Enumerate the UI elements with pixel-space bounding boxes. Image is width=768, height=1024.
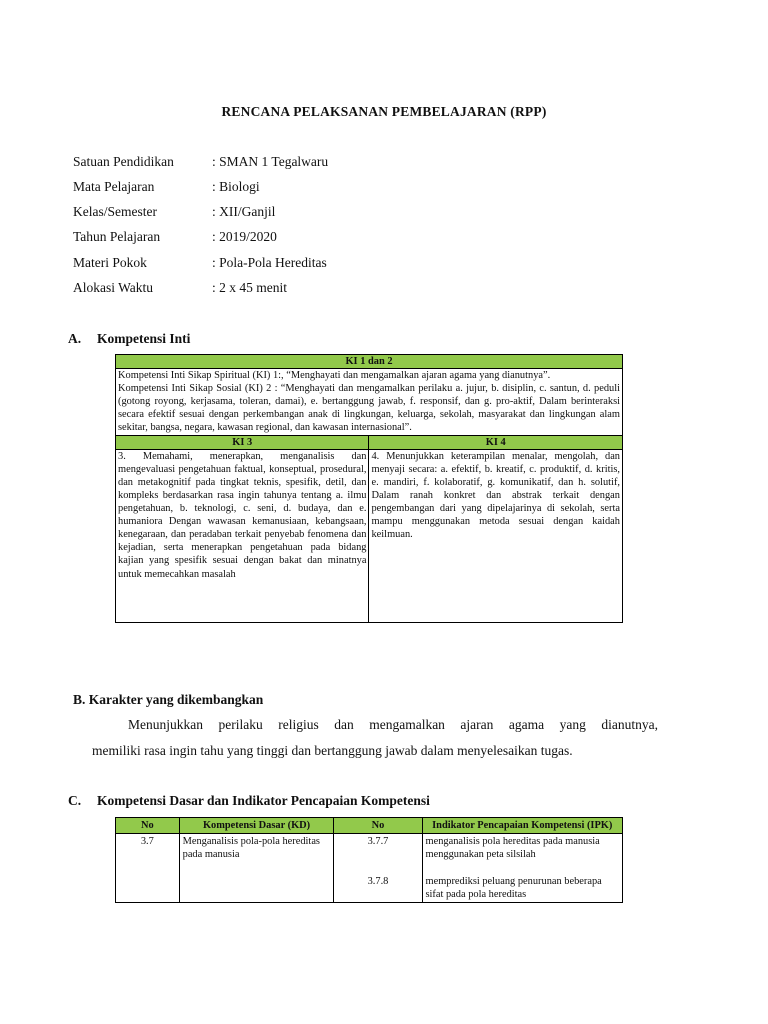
kd-header-ipk: Indikator Pencapaian Kompetensi (IPK) bbox=[422, 818, 623, 834]
section-b-heading: B. Karakter yang dikembangkan bbox=[73, 692, 264, 707]
ipk-no: 3.7.8 bbox=[367, 876, 389, 887]
ki1-text: Kompetensi Inti Sikap Spiritual (KI) 1:, “Menghayati dan mengamalkan ajaran agama yang dianutnya”. bbox=[118, 370, 551, 382]
kd-text: Menganalisis pola-pola hereditas pada manusia bbox=[179, 834, 334, 903]
section-a-letter: A. bbox=[68, 331, 82, 346]
info-value: : Biologi bbox=[212, 179, 260, 194]
info-label: Materi Pokok bbox=[73, 255, 147, 270]
kd-table bbox=[115, 817, 623, 903]
kd-header-ipk-no: No bbox=[334, 818, 422, 834]
ipk-text: memprediksi peluang penurunan beberapa sifat pada pola hereditas bbox=[425, 876, 602, 900]
section-c-letter: C. bbox=[68, 793, 82, 808]
ipk-text-cell bbox=[422, 834, 623, 903]
ipk-text: menganalisis pola hereditas pada manusia menggunakan peta silsilah bbox=[425, 836, 600, 860]
info-value: : SMAN 1 Tegalwaru bbox=[212, 154, 329, 169]
section-a-heading bbox=[68, 331, 191, 347]
info-value: : XII/Ganjil bbox=[212, 204, 276, 219]
kd-header-kd: Kompetensi Dasar (KD) bbox=[179, 818, 334, 834]
info-label: Alokasi Waktu bbox=[73, 280, 154, 295]
kd-header-no: No bbox=[116, 818, 180, 834]
ki3-header: KI 3 bbox=[116, 435, 369, 449]
kd-no: 3.7 bbox=[116, 834, 180, 903]
ki-table bbox=[115, 354, 623, 623]
ki4-text: 4. Menunjukkan keterampilan menalar, mengolah, dan menyaji secara: a. efektif, b. kreatif, c. produktif, d. kritis, e. mandiri, f. kolaboratif, g. komunikatif, dan h. solutif, Dalam ranah konkret dan abstrak terkait dengan pengembangan dari yang dipelajarinya di sekolah, serta mampu menggunakan metoda sesuai dengan kaidah keilmuan. bbox=[371, 450, 620, 541]
info-value: : Pola-Pola Hereditas bbox=[212, 255, 327, 270]
info-value: : 2 x 45 menit bbox=[212, 280, 287, 295]
ki-1-2-cell bbox=[116, 369, 623, 435]
ipk-no: 3.7.7 bbox=[367, 836, 389, 847]
ki3-cell bbox=[116, 449, 369, 622]
ipk-no-cell bbox=[334, 834, 422, 903]
ki4-header: KI 4 bbox=[369, 435, 623, 449]
info-label: Tahun Pelajaran bbox=[73, 229, 161, 244]
section-b-paragraph-line-2: memiliki rasa ingin tahu yang tinggi dan bertanggung jawab dalam menyelesaikan tugas. bbox=[92, 743, 573, 758]
info-label: Mata Pelajaran bbox=[73, 179, 155, 194]
info-label: Kelas/Semester bbox=[73, 204, 157, 219]
ki-header-1-2: KI 1 dan 2 bbox=[116, 355, 623, 369]
ki2-text: Kompetensi Inti Sikap Sosial (KI) 2 : “Menghayati dan mengamalkan perilaku a. jujur, b. disiplin, c. santun, d. peduli (gotong royong, kerjasama, toleran, damai), e. bertanggung jawab, f. responsif, dan g. pro-aktif, Dalam berinteraksi secara efektif sesuai dengan perkembangan anak di lingkungan, keluarga, sekolah, masyarakat dan lingkungan alam sekitar, bangsa, negara, kawasan regional, dan kawasan internasional”. bbox=[118, 383, 620, 434]
info-label: Satuan Pendidikan bbox=[73, 154, 174, 169]
page-title: RENCANA PELAKSANAN PEMBELAJARAN (RPP) bbox=[221, 104, 547, 119]
section-b-paragraph-line-1: Menunjukkan perilaku religius dan mengamalkan ajaran agama yang dianutnya, bbox=[128, 717, 658, 732]
section-c-heading bbox=[68, 793, 430, 809]
section-c-title: Kompetensi Dasar dan Indikator Pencapaian Kompetensi bbox=[97, 793, 430, 808]
ki4-cell bbox=[369, 449, 623, 622]
ki3-text: 3. Memahami, menerapkan, menganalisis dan mengevaluasi pengetahuan faktual, konseptual, prosedural, dan metakognitif pada tingkat teknis, spesifik, detil, dan kompleks berdasarkan rasa ingin tahunya tentang a. ilmu pengetahuan, b. teknologi, c. seni, d. budaya, dan e. humaniora Dengan wawasan kemanusiaan, kebangsaan, kenegaraan, dan peradaban terkait penyebab fenomena dan kejadian, serta menerapkan pengetahuan pada bidang kajian yang spesifik sesuai dengan bakat dan minatnya untuk memecahkan masalah bbox=[118, 450, 367, 580]
info-value: : 2019/2020 bbox=[212, 229, 277, 244]
section-a-title: Kompetensi Inti bbox=[97, 331, 191, 346]
